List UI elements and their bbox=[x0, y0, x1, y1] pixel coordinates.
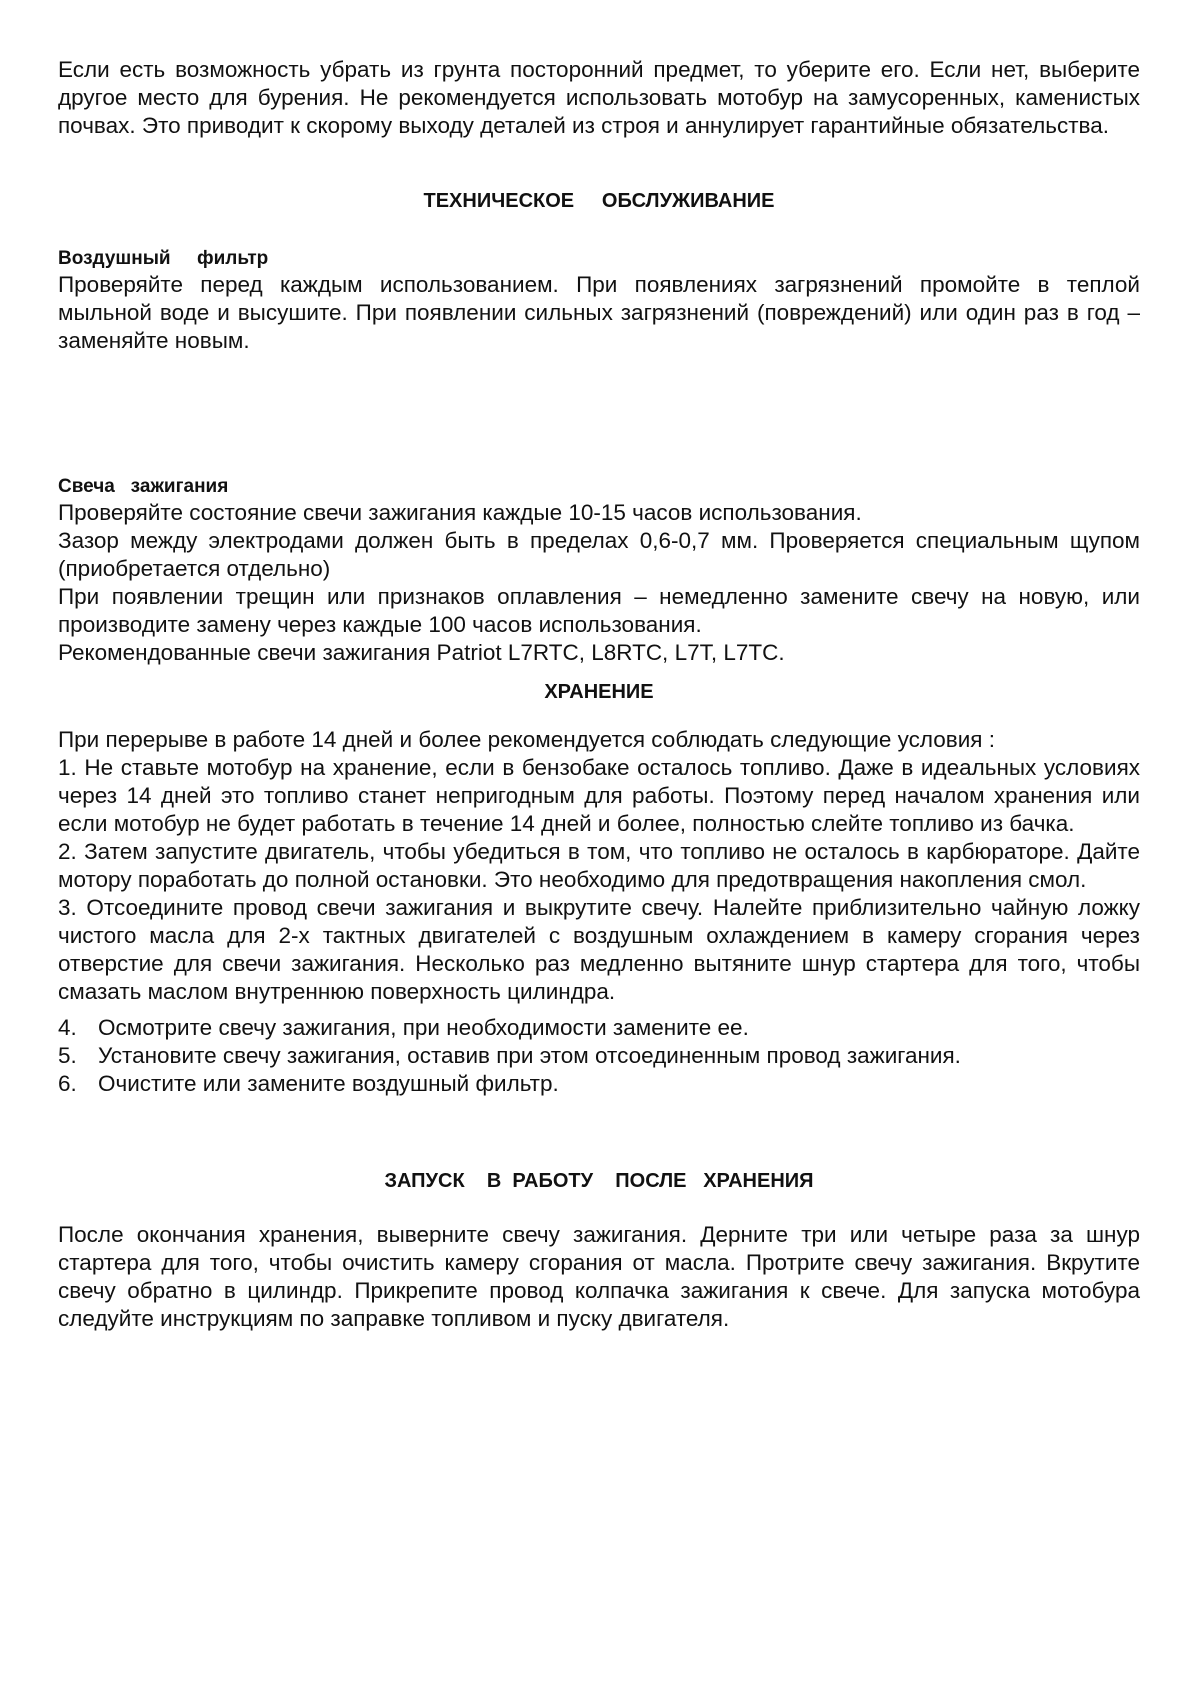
list-item bbox=[58, 1042, 1140, 1070]
storage-intro: При перерыве в работе 14 дней и более рекомендуется соблюдать следующие условия : bbox=[58, 727, 995, 752]
air-filter-text: Проверяйте перед каждым использованием. При появлениях загрязнений промойте в теплой мыльной воде и высушите. При появлении сильных загрязнений (повреждений) или один раз в год – заменяйте новым. bbox=[58, 272, 1140, 353]
spark-plug-line2: Зазор между электродами должен быть в пределах 0,6-0,7 мм. Проверяется специальным щупом (приобретается отдельно) bbox=[58, 528, 1140, 581]
restart-text: После окончания хранения, выверните свечу зажигания. Дерните три или четыре раза за шнур стартера для того, чтобы очистить камеру сгорания от масла. Протрите свечу зажигания. Вкрутите свечу обратно в цилиндр. Прикрепите провод колпачка зажигания к свече. Для запуска мотобура следуйте инструкциям по заправке топливом и пуску двигателя. bbox=[58, 1222, 1140, 1331]
air-filter-heading: Воздушный фильтр bbox=[58, 248, 269, 269]
list-item bbox=[58, 1070, 1140, 1098]
list-item-text: Осмотрите свечу зажигания, при необходимости замените ее. bbox=[98, 1015, 749, 1040]
list-item bbox=[58, 1014, 1140, 1042]
spark-plug-line1: Проверяйте состояние свечи зажигания каждые 10-15 часов использования. bbox=[58, 500, 862, 525]
spark-plug-heading: Свеча зажигания bbox=[58, 476, 229, 497]
storage-title: ХРАНЕНИЕ bbox=[544, 681, 654, 703]
spark-plug-line4: Рекомендованные свечи зажигания Patriot L7RTC, L8RTC, L7T, L7TC. bbox=[58, 640, 785, 665]
spark-plug-line3: При появлении трещин или признаков оплавления – немедленно замените свечу на новую, или производите замену через каждые 100 часов использования. bbox=[58, 584, 1140, 637]
storage-step3: 3. Отсоедините провод свечи зажигания и выкрутите свечу. Налейте приблизительно чайную ложку чистого масла для 2-х тактных двигателей с воздушным охлаждением в камеру сгорания через отверстие для свечи зажигания. Несколько раз медленно вытяните шнур стартера для того, чтобы смазать маслом внутреннюю поверхность цилиндра. bbox=[58, 895, 1140, 1004]
storage-step1: 1. Не ставьте мотобур на хранение, если в бензобаке осталось топливо. Даже в идеальных условиях через 14 дней это топливо станет непригодным для работы. Поэтому перед началом хранения или если мотобур не будет работать в течение 14 дней и более, полностью слейте топливо из бачка. bbox=[58, 755, 1140, 836]
list-item-text: Очистите или замените воздушный фильтр. bbox=[98, 1071, 559, 1096]
restart-title: ЗАПУСК В РАБОТУ ПОСЛЕ ХРАНЕНИЯ bbox=[384, 1170, 814, 1192]
storage-step2: 2. Затем запустите двигатель, чтобы убедиться в том, что топливо не осталось в карбюраторе. Дайте мотору поработать до полной остановки. Это необходимо для предотвращения накопления смол. bbox=[58, 839, 1140, 892]
document-page bbox=[58, 56, 1140, 1333]
list-item-number: 6. bbox=[58, 1071, 77, 1096]
intro-paragraph: Если есть возможность убрать из грунта посторонний предмет, то уберите его. Если нет, выберите другое место для бурения. Не рекомендуется использовать мотобур на замусоренных, каменистых почвах. Это приводит к скорому выходу деталей из строя и аннулирует гарантийные обязательства. bbox=[58, 57, 1140, 138]
list-item-number: 4. bbox=[58, 1015, 77, 1040]
storage-steps-list bbox=[58, 1014, 1140, 1098]
list-item-number: 5. bbox=[58, 1043, 77, 1068]
maintenance-title: ТЕХНИЧЕСКОЕ ОБСЛУЖИВАНИЕ bbox=[423, 190, 775, 212]
list-item-text: Установите свечу зажигания, оставив при этом отсоединенным провод зажигания. bbox=[98, 1043, 961, 1068]
